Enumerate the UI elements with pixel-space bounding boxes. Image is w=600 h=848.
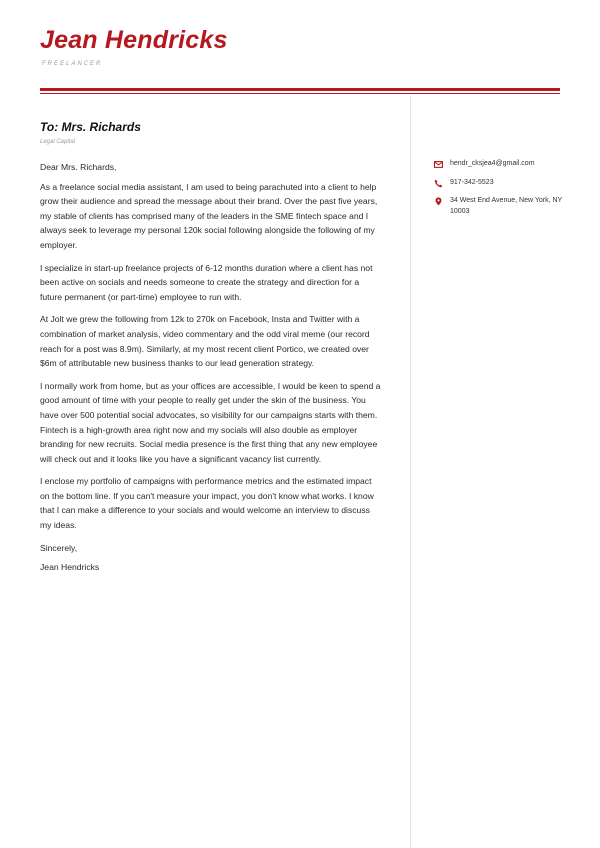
contact-details: [434, 159, 564, 225]
header-rule-thin: [40, 93, 560, 94]
address-text: 34 West End Avenue, New York, NY 10003: [450, 197, 563, 215]
recipient-company: Legal Capital: [40, 139, 76, 145]
letter-closing: Sincerely,: [40, 542, 78, 553]
letter-paragraph: I specialize in start-up freelance projects of 6-12 months duration where a client has not been active on socials and needs someone to create the strategy and direction for a future permanent (or part-time) employee to run with.: [40, 262, 373, 302]
letter-paragraph: As a freelance social media assistant, I am used to being parachuted into a client to help grow their audience and spread the message about their brand. Over the past five years, my stable of clients has comprised many of the leaders in the SME fintech space and I always seek to leverage my personal 120k social following alongside the following of my employer.: [40, 181, 378, 250]
letter-body: [40, 160, 382, 583]
contact-phone: [434, 178, 564, 189]
email-icon: [434, 160, 443, 169]
letter-paragraph: I normally work from home, but as your offices are accessible, I would be keen to spend a good amount of time with your people to really get under the skin of the business. You have over 500 potential social advocates, so visibility for our campaigns starts with them. Fintech is a high-growth area right now and my socials will also double as employer branding for new recruits. Social media presence is the first thing that any new employee will check out and it looks like you have a significant vacancy list currently.: [40, 380, 381, 464]
header-rule-thick: [40, 88, 560, 91]
phone-icon: [434, 179, 443, 188]
contact-email: [434, 159, 564, 170]
letter-paragraph: At Jolt we grew the following from 12k to 270k on Facebook, Insta and Twitter with a combination of market analysis, video commentary and the odd viral meme (our record reach for a post was 8.9m). Similarly, at my most recent client Portico, we created over $6m of attributable new business thanks to our lead generation strategy.: [40, 314, 370, 369]
letter-paragraph: I enclose my portfolio of campaigns with performance metrics and the estimated impact on the bottom line. If you can't measure your impact, you don't know what works. I know that I can make a difference to your socials and would welcome an interview to discuss my ideas.: [40, 476, 374, 531]
location-pin-icon: [434, 197, 443, 206]
applicant-role: FREELANCER: [42, 61, 103, 67]
column-divider: [410, 95, 411, 848]
letter-greeting: Dear Mrs. Richards,: [40, 162, 117, 172]
applicant-name: Jean Hendricks: [40, 26, 228, 54]
letter-signature: Jean Hendricks: [40, 562, 100, 573]
email-text: hendr_cksjea4@gmail.com: [450, 160, 535, 167]
recipient-line: To: Mrs. Richards: [40, 120, 141, 134]
contact-address: [434, 196, 564, 217]
phone-text: 917-342-5523: [450, 178, 494, 186]
